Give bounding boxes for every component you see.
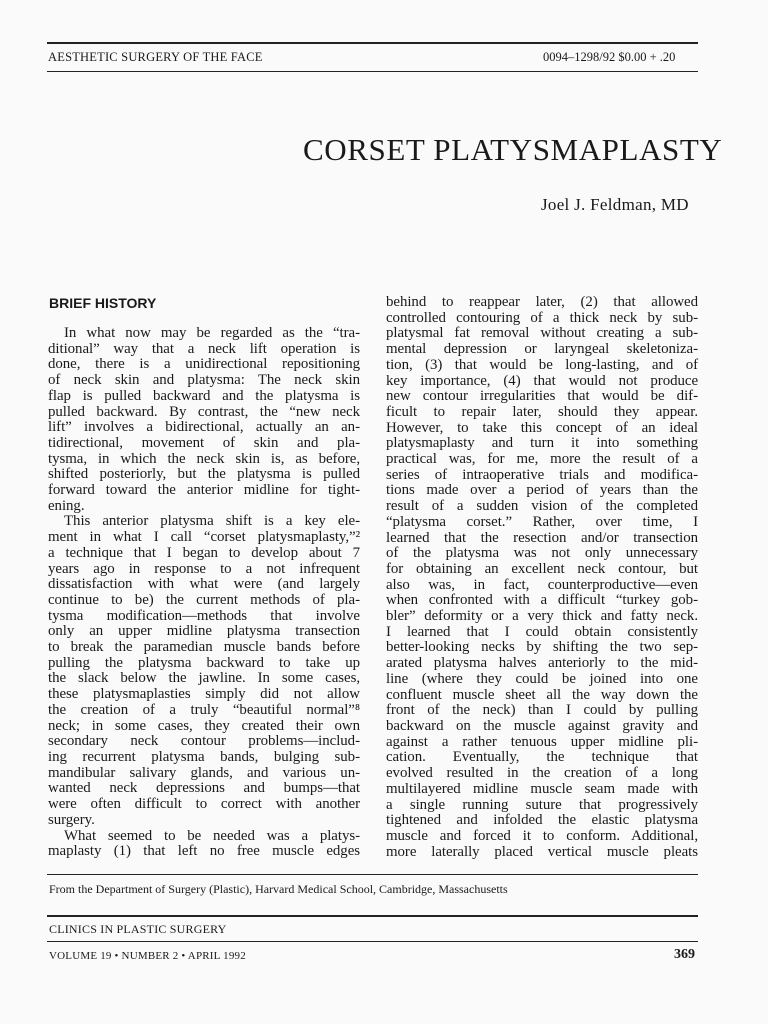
- text-line: tion, (3) that would be long-lasting, and of: [386, 356, 698, 373]
- affiliation-footnote: From the Department of Surgery (Plastic), Harvard Medical School, Cambridge, Massachusetts: [49, 882, 508, 896]
- text-line: learned that the resection and/or transection: [386, 529, 698, 546]
- text-line: to break the paramedian muscle bands before: [48, 639, 360, 656]
- section-heading: BRIEF HISTORY: [49, 295, 157, 311]
- text-line: the slack below the jawline. In some cases,: [48, 670, 360, 687]
- body-column-left: [48, 326, 360, 860]
- text-line: line (where they could be joined into one: [386, 670, 698, 687]
- text-line: mental depression or laryngeal skeletoniza-: [386, 341, 698, 358]
- text-line: key importance, (4) that would not produce: [386, 372, 698, 389]
- text-line: of neck skin and platysma: The neck skin: [48, 372, 360, 389]
- text-line: ening.: [48, 497, 85, 514]
- text-line: mandibular salivary glands, and various un-: [48, 764, 360, 781]
- text-line: behind to reappear later, (2) that allowed: [386, 294, 698, 310]
- text-line: backward on the muscle against gravity and: [386, 717, 698, 734]
- price-code: 0094–1298/92 $0.00 + .20: [543, 50, 676, 64]
- text-line: against a rather tenuous upper midline pli-: [386, 733, 698, 750]
- text-line: ditional” way that a neck lift operation is: [48, 340, 360, 357]
- footnote-rule: [47, 874, 698, 875]
- text-line: cation. Eventually, the technique that: [386, 749, 698, 766]
- text-line: a technique that I began to develop about 7: [48, 544, 360, 561]
- text-line: platysmal fat removal without creating a sub-: [386, 325, 698, 342]
- text-line: However, to take this concept of an ideal: [386, 419, 698, 436]
- text-line: more laterally placed vertical muscle pleats: [386, 843, 698, 860]
- text-line: secondary neck contour problems—includ-: [48, 733, 360, 750]
- text-line: tysma modification—methods that involve: [48, 607, 360, 624]
- text-line: were often difficult to correct with another: [48, 796, 360, 813]
- text-line: maplasty (1) that left no free muscle edges: [48, 843, 360, 860]
- text-line: tidirectional, movement of skin and pla-: [48, 434, 360, 451]
- text-line: What seemed to be needed was a platys-: [64, 827, 360, 844]
- footer-rule-top: [47, 915, 698, 917]
- page-number: 369: [674, 947, 695, 962]
- text-line: years ago in response to a not infrequent: [48, 560, 360, 577]
- text-line: for obtaining an excellent neck contour, but: [386, 560, 698, 577]
- text-line: tightened and infolded the elastic platysma: [386, 812, 698, 829]
- text-line: dissatisfaction with what were (and largely: [48, 576, 360, 593]
- text-line: of the platysma was not only unnecessary: [386, 545, 698, 562]
- text-line: bler” deformity or a very thick and fatty neck.: [386, 608, 698, 625]
- text-line: surgery.: [48, 811, 95, 828]
- text-line: result of a sudden vision of the completed: [386, 498, 698, 515]
- volume-info: VOLUME 19 • NUMBER 2 • APRIL 1992: [49, 950, 246, 962]
- text-line: shifted posteriorly, but the platysma is pulled: [48, 466, 360, 483]
- text-line: multilayered midline muscle seam made with: [386, 780, 698, 797]
- body-column-right: [386, 295, 698, 860]
- text-line: This anterior platysma shift is a key ele-: [64, 513, 360, 530]
- text-line: pulling the platysma backward to take up: [48, 654, 360, 671]
- text-line: better-looking necks by shifting the two sep-: [386, 639, 698, 656]
- text-line: evolved resulted in the creation of a long: [386, 765, 698, 782]
- text-line: the creation of a truly “beautiful normal”⁸: [48, 701, 360, 718]
- author-name: Joel J. Feldman, MD: [541, 195, 689, 214]
- text-line: ment in what I call “corset platysmaplasty,”²: [48, 529, 360, 546]
- text-line: when confronted with a difficult “turkey gob-: [386, 592, 698, 609]
- text-line: ficult to repair later, should they appear.: [386, 403, 698, 420]
- text-line: arated platysma halves anteriorly to the mid-: [386, 655, 698, 672]
- text-line: a single running suture that progressively: [386, 796, 698, 813]
- text-line: I learned that I could obtain consistently: [386, 623, 698, 640]
- text-line: only an upper midline platysma transection: [48, 623, 360, 640]
- text-line: platysmaplasty and turn it into something: [386, 435, 698, 452]
- footer-rule-mid: [47, 941, 698, 942]
- text-line: In what now may be regarded as the “tra-: [64, 325, 360, 341]
- section-label: AESTHETIC SURGERY OF THE FACE: [48, 50, 263, 64]
- article-title: CORSET PLATYSMAPLASTY: [303, 132, 723, 167]
- text-line: muscle and forced it to conform. Additional,: [386, 827, 698, 844]
- text-line: done, there is a unidirectional repositioning: [48, 356, 360, 373]
- text-line: lift” involves a bidirectional, actually an an-: [48, 419, 360, 436]
- text-line: front of the neck) than I could by pulling: [386, 702, 698, 719]
- text-line: controlled contouring of a thick neck by sub-: [386, 309, 698, 326]
- header-rule: [47, 42, 698, 44]
- text-line: confluent muscle sheet all the way down the: [386, 686, 698, 703]
- text-line: wanted neck depressions and bumps—that: [48, 780, 360, 797]
- text-line: these platysmaplasties simply did not allow: [48, 686, 360, 703]
- text-line: practical was, for me, more the result of a: [386, 451, 698, 468]
- text-line: neck; in some cases, they created their own: [48, 717, 360, 734]
- text-line: flap is pulled backward and the platysma is: [48, 387, 360, 404]
- journal-name: CLINICS IN PLASTIC SURGERY: [49, 922, 227, 936]
- text-line: series of intraoperative trials and modifica-: [386, 466, 698, 483]
- text-line: new contour irregularities that would be dif-: [386, 388, 698, 405]
- header-bottom-rule: [47, 71, 698, 72]
- text-line: tysma, in which the neck skin is, as before,: [48, 450, 360, 467]
- text-line: pulled backward. By contrast, the “new neck: [48, 403, 360, 420]
- text-line: forward toward the anterior midline for tight-: [48, 482, 360, 499]
- text-line: ing recurrent platysma bands, bulging sub-: [48, 748, 360, 765]
- text-line: tions made over a period of years than the: [386, 482, 698, 499]
- text-line: continue to be) the current methods of pla-: [48, 591, 360, 608]
- text-line: “platysma corset.” Rather, over time, I: [386, 513, 698, 530]
- text-line: also was, in fact, counterproductive—even: [386, 576, 698, 593]
